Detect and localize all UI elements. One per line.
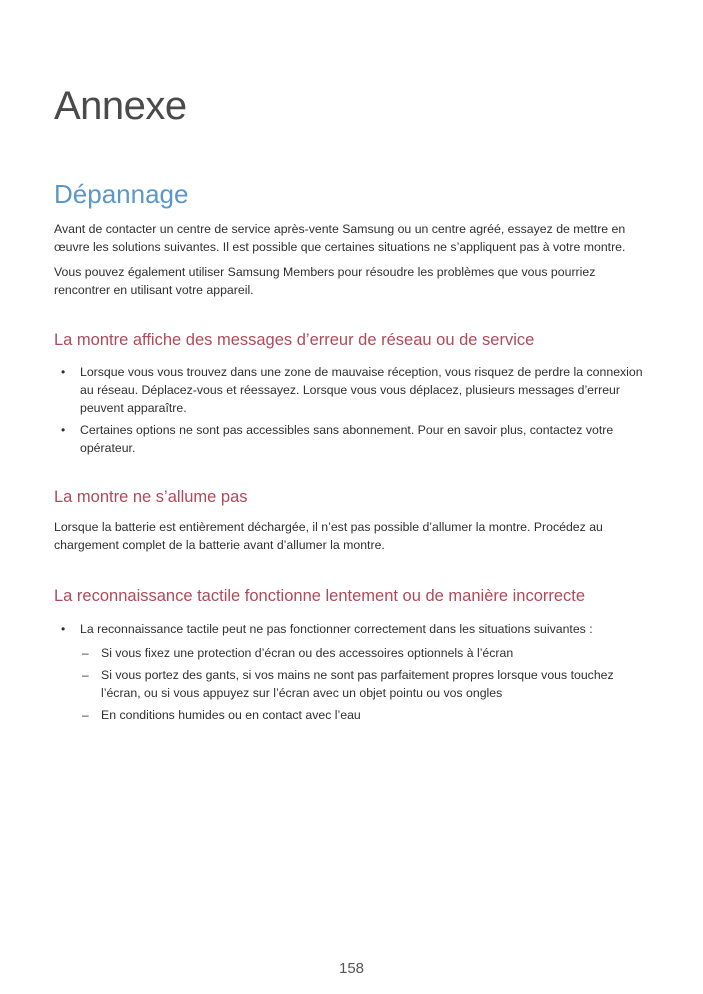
bullet-marker: • [61,622,66,636]
sub-list-item-text: En conditions humides ou en contact avec l’eau [101,708,361,722]
list-item [54,363,644,417]
list-item-text: La reconnaissance tactile peut ne pas fonctionner correctement dans les situations suivantes : [80,622,593,636]
dash-marker: – [82,646,89,660]
dash-list [54,644,644,724]
intro-paragraph: Vous pouvez également utiliser Samsung Members pour résoudre les problèmes que vous pourriez rencontrer en utilisant votre appareil. [54,265,596,297]
topic-title: La reconnaissance tactile fonctionne lentement ou de manière incorrecte [54,587,586,605]
bullet-marker: • [61,423,66,437]
sub-list-item [54,666,644,702]
list-item [54,620,644,724]
dash-marker: – [82,708,89,722]
sub-list-item-text: Si vous fixez une protection d’écran ou des accessoires optionnels à l’écran [101,646,514,660]
sub-list-item [54,644,644,662]
sub-list-item-text: Si vous portez des gants, si vos mains ne sont pas parfaitement propres lorsque vous touchez l’écran, ou si vous appuyez sur l’écran avec un objet pointu ou vos ongles [101,668,614,700]
topic-title: La montre affiche des messages d’erreur de réseau ou de service [54,331,535,349]
topic-title: La montre ne s’allume pas [54,488,248,506]
dash-marker: – [82,668,89,682]
page-number: 158 [338,960,365,977]
chapter-title: Annexe [54,84,187,128]
list-item-text: Certaines options ne sont pas accessibles sans abonnement. Pour en savoir plus, contactez votre opérateur. [80,423,614,455]
bullet-list [54,363,644,461]
topic-paragraph: Lorsque la batterie est entièrement déchargée, il n’est pas possible d’allumer la montre. Procédez au chargement complet de la batterie avant d’allumer la montre. [54,520,603,552]
section-title: Dépannage [54,179,189,209]
bullet-list [54,620,644,728]
list-item [54,421,644,457]
intro-paragraph: Avant de contacter un centre de service après-vente Samsung ou un centre agréé, essayez de mettre en œuvre les solutions suivantes. Il est possible que certaines situations ne s’appliquent pas à votre montre. [54,222,626,254]
bullet-marker: • [61,365,66,379]
list-item-text: Lorsque vous vous trouvez dans une zone de mauvaise réception, vous risquez de perdre la connexion au réseau. Déplacez-vous et réessayez. Lorsque vous vous déplacez, plusieurs messages d’erreur peuvent apparaître. [80,365,643,415]
sub-list-item [54,706,644,724]
